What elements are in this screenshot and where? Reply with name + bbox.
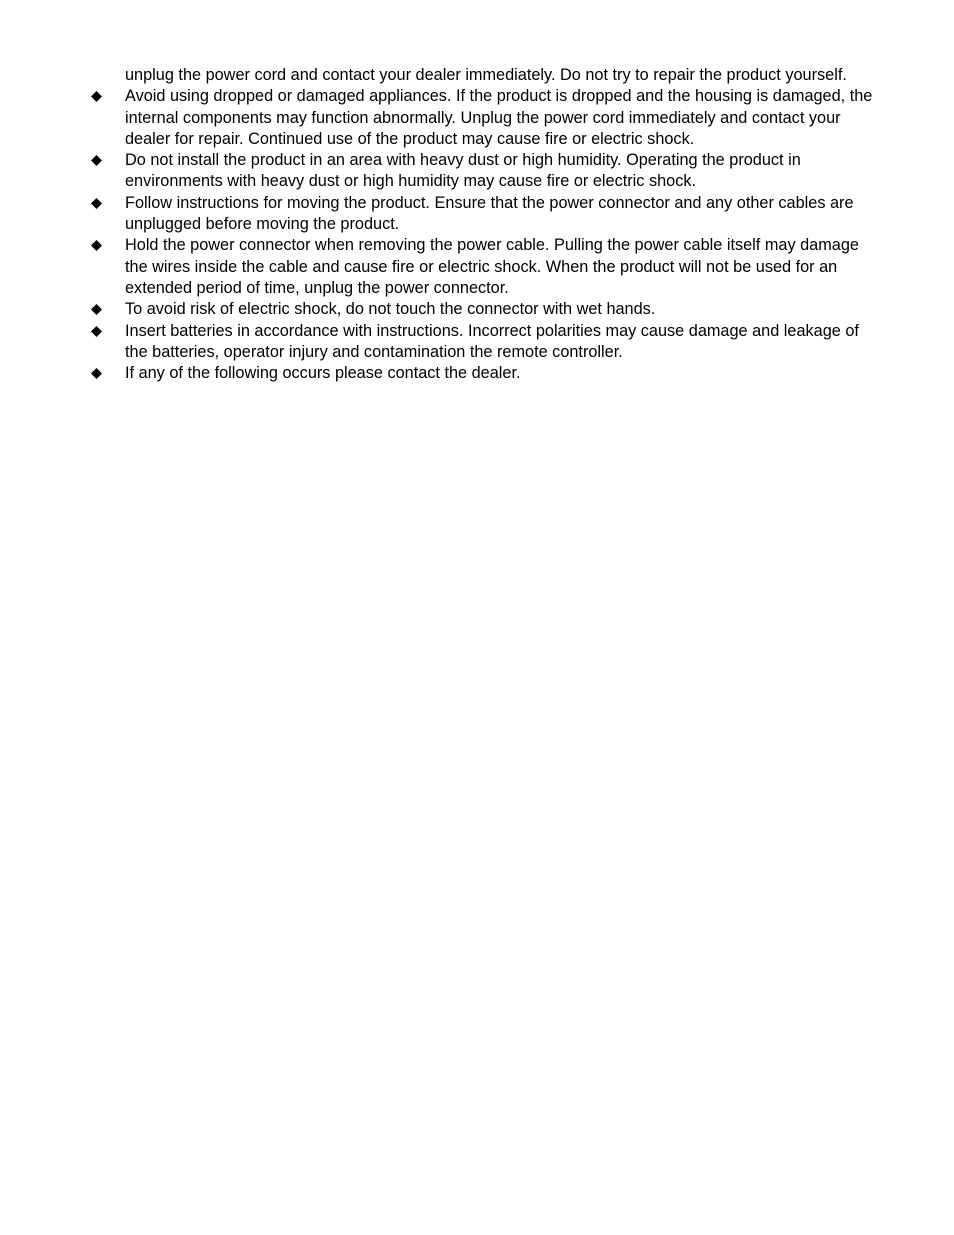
diamond-bullet-icon	[91, 304, 102, 315]
list-item-text: Do not install the product in an area with heavy dust or high humidity. Operating the product in environments with heavy dust or high humidity may cause fire or electric shock.	[125, 151, 801, 191]
diamond-bullet-icon	[91, 240, 102, 251]
list-item-text: Avoid using dropped or damaged appliances. If the product is dropped and the housing is damaged, the internal components may function abnormally. Unplug the power cord immediately and contact your dealer for repair. Continued use of the product may cause fire or electric shock.	[125, 87, 873, 148]
list-item	[88, 86, 878, 150]
safety-instructions	[88, 65, 878, 384]
list-item	[88, 193, 878, 236]
diamond-bullet-icon	[91, 368, 102, 379]
diamond-bullet-icon	[91, 326, 102, 337]
continuation-paragraph: unplug the power cord and contact your dealer immediately. Do not try to repair the product yourself.	[125, 66, 847, 84]
list-item-text: Hold the power connector when removing the power cable. Pulling the power cable itself may damage the wires inside the cable and cause fire or electric shock. When the product will not be used for an extended period of time, unplug the power connector.	[125, 236, 859, 297]
list-item	[88, 321, 878, 364]
list-item	[88, 299, 878, 320]
list-item	[88, 235, 878, 299]
list-item-text: Insert batteries in accordance with instructions. Incorrect polarities may cause damage and leakage of the batteries, operator injury and contamination the remote controller.	[125, 321, 859, 361]
list-item	[88, 363, 878, 384]
diamond-bullet-icon	[91, 198, 102, 209]
diamond-bullet-icon	[91, 91, 102, 102]
list-item-text: To avoid risk of electric shock, do not touch the connector with wet hands.	[125, 300, 656, 319]
list-item	[88, 150, 878, 193]
list-item-text: If any of the following occurs please contact the dealer.	[125, 364, 521, 383]
list-item-text: Follow instructions for moving the product. Ensure that the power connector and any other cables are unplugged before moving the product.	[125, 193, 854, 234]
diamond-bullet-icon	[91, 155, 102, 166]
